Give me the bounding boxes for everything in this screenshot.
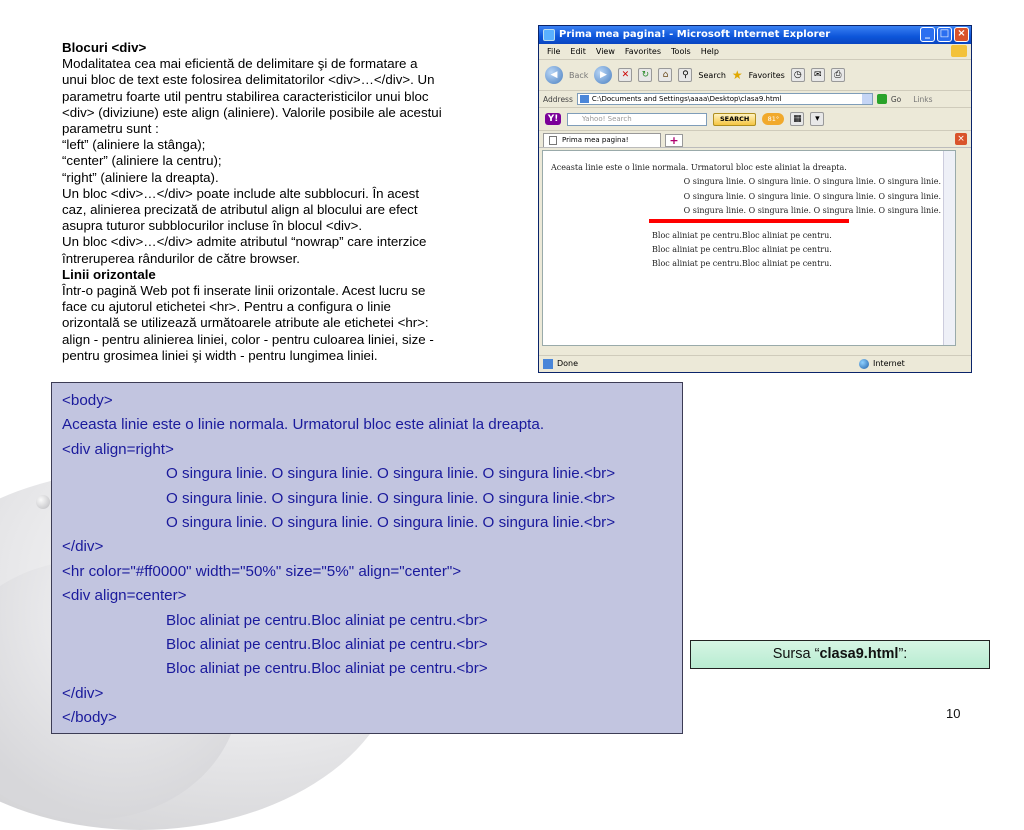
center-aligned-block xyxy=(652,229,832,271)
right-aligned-block xyxy=(684,175,941,219)
code-line: <body> xyxy=(62,392,113,409)
right-line: O singura linie. O singura linie. O singura linie. O singura linie. xyxy=(683,191,941,201)
text-line: unui bloc de text este folosirea delimitatorilor <div>…</div>. Un xyxy=(62,72,435,88)
menu-item[interactable]: Tools xyxy=(671,47,691,56)
text-line: align - pentru alinierea liniei, color - pentru culoarea liniei, size - xyxy=(62,331,434,347)
code-line: Aceasta linie este o linie normala. Urmatorul bloc este aliniat la dreapta. xyxy=(62,416,545,434)
page-favicon-icon xyxy=(580,95,589,103)
back-label[interactable]: Back xyxy=(569,70,589,80)
menu-item[interactable]: Edit xyxy=(570,47,586,56)
text-line: “center” (aliniere la centru); xyxy=(62,153,222,169)
toolbar-options-icon[interactable]: ▾ xyxy=(810,112,824,126)
vertical-scrollbar[interactable] xyxy=(943,151,955,345)
back-icon[interactable]: ◀ xyxy=(545,66,563,84)
code-line: </body> xyxy=(62,709,117,727)
center-line: Bloc aliniat pe centru.Bloc aliniat pe centru. xyxy=(652,259,832,268)
text-line: “left” (aliniere la stânga); xyxy=(62,137,206,153)
done-page-icon xyxy=(543,359,553,369)
status-done: Done xyxy=(557,359,579,368)
source-file: clasa9.html xyxy=(819,646,899,662)
center-line: Bloc aliniat pe centru.Bloc aliniat pe centru. xyxy=(652,245,832,254)
links-label[interactable]: Links xyxy=(913,94,933,104)
code-line: O singura linie. O singura linie. O singura linie. O singura linie.<br> xyxy=(166,465,616,483)
yahoo-logo-icon[interactable]: Y! xyxy=(545,113,561,125)
menu-item[interactable]: File xyxy=(547,47,561,56)
text-line: face cu ajutorul etichetei <hr>. Pentru a configura o linie xyxy=(62,299,391,315)
yahoo-search-button[interactable]: SEARCH xyxy=(713,113,756,126)
ie-app-icon xyxy=(543,29,555,41)
code-line: Bloc aliniat pe centru.Bloc aliniat pe centru.<br> xyxy=(166,660,488,678)
code-line: Bloc aliniat pe centru.Bloc aliniat pe centru.<br> xyxy=(166,636,488,654)
address-dropdown-icon[interactable] xyxy=(862,94,872,104)
explanation-text xyxy=(62,40,472,364)
center-line: Bloc aliniat pe centru.Bloc aliniat pe centru. xyxy=(652,231,832,240)
search-icon[interactable]: ⚲ xyxy=(678,68,692,82)
source-caption xyxy=(690,640,990,669)
go-arrow-icon[interactable] xyxy=(877,94,887,104)
menu-item[interactable]: View xyxy=(595,47,615,56)
ie-toolbar xyxy=(539,60,971,91)
search-label[interactable]: Search xyxy=(698,70,726,80)
address-value: C:\Documents and Settings\aaaa\Desktop\clasa9.html xyxy=(591,95,782,103)
ie-address-bar xyxy=(539,91,971,108)
horizontal-rule xyxy=(649,219,849,223)
ie-menu-bar xyxy=(539,44,971,60)
go-button[interactable]: Go xyxy=(890,94,902,104)
section-heading: Linii orizontale xyxy=(62,266,156,282)
refresh-icon[interactable]: ↻ xyxy=(638,68,652,82)
text-line: Modalitatea cea mai eficientă de delimitare şi de formatare a xyxy=(62,56,418,72)
code-line: O singura linie. O singura linie. O singura linie. O singura linie.<br> xyxy=(166,514,616,532)
forward-icon[interactable]: ▶ xyxy=(594,66,612,84)
ie-page-content xyxy=(542,150,956,346)
text-line: Într-o pagină Web pot fi inserate linii orizontale. Acest lucru se xyxy=(62,283,426,299)
calendar-icon[interactable]: ▦ xyxy=(790,112,804,126)
text-line: asupra tuturor subblocurilor incluse în blocul <div>. xyxy=(62,218,363,234)
ie-tab-bar xyxy=(539,131,971,148)
text-line: Un bloc <div>…</div> poate include alte subblocuri. În acest xyxy=(62,185,420,201)
code-line: </div> xyxy=(62,684,104,702)
page-number: 10 xyxy=(946,706,961,721)
code-listing xyxy=(51,382,683,734)
menu-item[interactable]: Favorites xyxy=(624,47,662,56)
maximize-button[interactable]: □ xyxy=(937,27,952,42)
text-line: caz, alinierea precizată de atributul align al blocului are efect xyxy=(62,202,418,218)
section-heading: Blocuri <div> xyxy=(62,40,147,55)
history-icon[interactable]: ◷ xyxy=(791,68,805,82)
menu-item[interactable]: Help xyxy=(700,47,719,56)
code-line: O singura linie. O singura linie. O singura linie. O singura linie.<br> xyxy=(166,489,616,507)
yahoo-toolbar xyxy=(539,108,971,131)
code-line: <hr color="#ff0000" width="50%" size="5%" align="center"> xyxy=(62,562,462,580)
ie-title-bar xyxy=(539,26,971,44)
print-icon[interactable]: ⎙ xyxy=(831,68,845,82)
favorites-icon[interactable]: ★ xyxy=(731,68,743,82)
normal-line: Aceasta linie este o linie normala. Urmatorul bloc este aliniat la dreapta. xyxy=(551,163,847,172)
ie-window xyxy=(538,25,972,373)
close-tab-icon[interactable]: × xyxy=(955,133,967,145)
text-line: parametru sunt : xyxy=(62,121,159,137)
home-icon[interactable]: ⌂ xyxy=(658,68,672,82)
ie-window-title: Prima mea pagina! - Microsoft Internet Explorer xyxy=(559,29,831,40)
windows-logo-icon xyxy=(951,45,967,57)
ie-status-bar xyxy=(539,355,971,372)
code-line: <div align=right> xyxy=(62,440,174,458)
minimize-button[interactable]: _ xyxy=(920,27,935,42)
address-label: Address xyxy=(543,94,573,104)
weather-badge[interactable]: 81° xyxy=(762,113,784,125)
text-line: “right” (aliniere la dreapta). xyxy=(62,169,219,185)
new-tab-button[interactable]: + xyxy=(665,134,683,147)
tab-prima-mea-pagina[interactable] xyxy=(543,133,661,147)
decorative-dot xyxy=(36,495,50,509)
yahoo-search-input[interactable]: Yahoo! Search xyxy=(567,113,707,126)
right-line: O singura linie. O singura linie. O singura linie. O singura linie. xyxy=(683,177,941,186)
text-line: <div> (diviziune) este align (aliniere). Valorile posibile ale acestui xyxy=(62,104,442,120)
mail-icon[interactable]: ✉ xyxy=(811,68,825,82)
favorites-label[interactable]: Favorites xyxy=(748,70,785,80)
source-suffix: ”: xyxy=(898,646,908,662)
source-prefix: Sursa “ xyxy=(772,646,820,662)
close-button[interactable]: × xyxy=(954,27,969,42)
code-line: Bloc aliniat pe centru.Bloc aliniat pe centru.<br> xyxy=(166,611,488,629)
page-icon xyxy=(549,136,557,145)
text-line: întreruperea rândurilor de către browser. xyxy=(62,250,300,266)
tab-title: Prima mea pagina! xyxy=(562,136,629,144)
code-line: <div align=center> xyxy=(62,587,187,605)
status-zone: Internet xyxy=(873,359,905,368)
text-line: orizontală se utilizează următoarele atribute ale etichetei <hr>: xyxy=(62,315,429,331)
text-line: pentru grosimea liniei şi width - pentru lungimea liniei. xyxy=(62,347,378,363)
text-line: Un bloc <div>…</div> admite atributul “nowrap” care interzice xyxy=(62,234,427,250)
internet-globe-icon xyxy=(859,359,869,369)
text-line: parametru foarte util pentru stabilirea caracteristicilor unui bloc xyxy=(62,88,429,104)
right-line: O singura linie. O singura linie. O singura linie. O singura linie. xyxy=(683,206,941,215)
stop-icon[interactable]: ✕ xyxy=(618,68,632,82)
address-input[interactable] xyxy=(577,93,873,105)
code-line: </div> xyxy=(62,538,104,556)
